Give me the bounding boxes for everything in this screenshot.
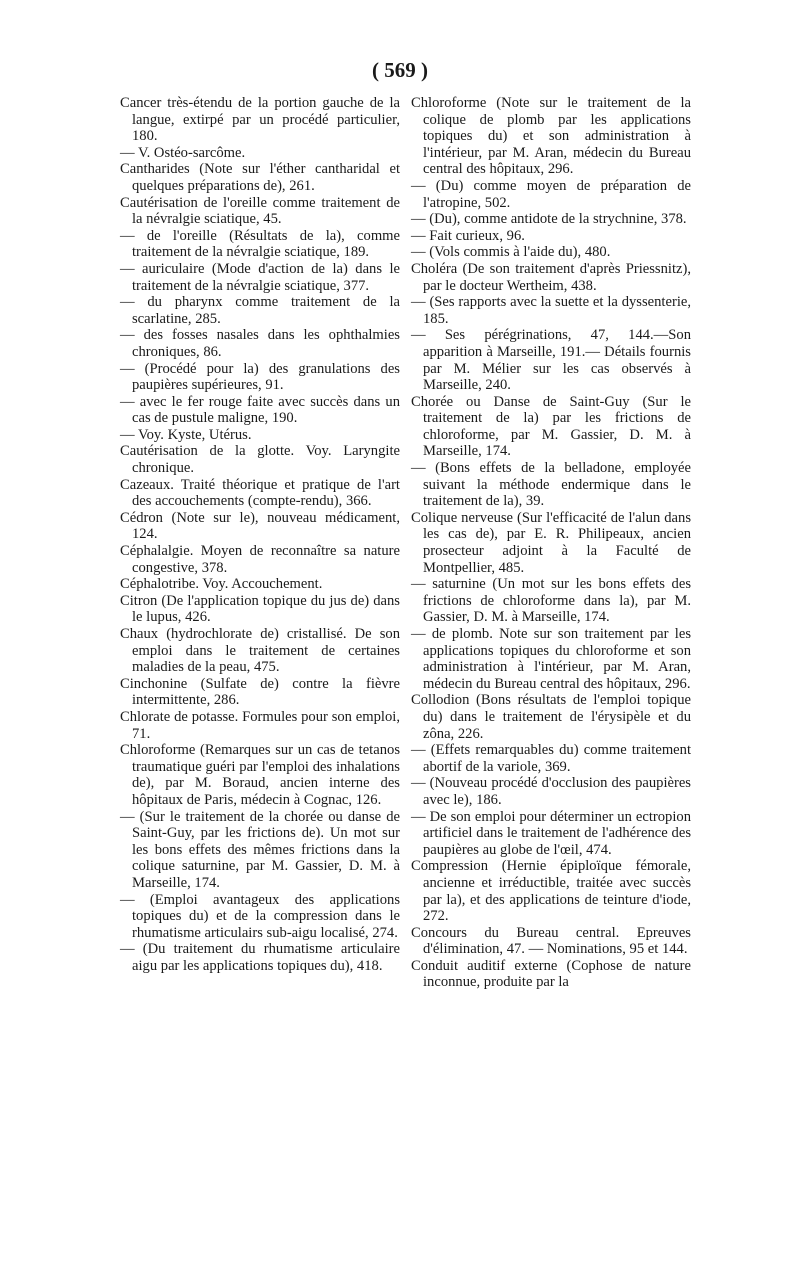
index-entry: — de l'oreille (Résultats de la), comme traitement de la névralgie sciatique, 189. [120, 227, 400, 261]
index-entry: Chaux (hydrochlorate de) cristallisé. De son emploi dans le traitement de certaines maladies de la peau, 475. [120, 626, 400, 676]
index-entry: Cancer très-étendu de la portion gauche de la langue, extirpé par un procédé particulier, 180. [120, 95, 400, 145]
index-entry: — saturnine (Un mot sur les bons effets des frictions de chloroforme dans la), par M. Gassier, D. M. à Marseille, 174. [411, 576, 691, 626]
index-entry: Collodion (Bons résultats de l'emploi topique du) dans le traitement de l'érysipèle et du zôna, 226. [411, 692, 691, 742]
index-entry: — (Sur le traitement de la chorée ou danse de Saint-Guy, par les frictions de). Un mot sur les bons effets des mêmes frictions dans la colique saturnine, par M. Gassier, D. M. à Marseille, 174. [120, 808, 400, 891]
index-entry: Chloroforme (Remarques sur un cas de tetanos traumatique guéri par l'emploi des inhalations de), par M. Boraud, ancien interne des hôpitaux de Paris, médecin à Cognac, 126. [120, 742, 400, 808]
index-entry: — (Bons effets de la belladone, employée suivant la méthode endermique dans le traitement de la), 39. [411, 460, 691, 510]
index-entry: Cinchonine (Sulfate de) contre la fièvre intermittente, 286. [120, 675, 400, 709]
index-entry: — Ses pérégrinations, 47, 144.—Son apparition à Marseille, 191.— Détails fournis par M. Mélier sur les cas observés à Marseille, 240. [411, 327, 691, 394]
page-number: ( 569 ) [372, 58, 428, 82]
index-entry: Chloroforme (Note sur le traitement de la colique de plomb par les applications topiques du) et son administration à l'intérieur, par M. Aran, médecin du Bureau central des hôpitaux, 296. [411, 95, 691, 178]
index-entry: Choléra (De son traitement d'après Priessnitz), par le docteur Wertheim, 438. [411, 260, 691, 294]
index-entry: Cantharides (Note sur l'éther cantharidal et quelques préparations de), 261. [120, 161, 400, 194]
index-entry: Céphalalgie. Moyen de reconnaître sa nature congestive, 378. [120, 543, 400, 576]
index-entry: Céphalotribe. Voy. Accouchement. [120, 576, 323, 593]
index-entry: — (Emploi avantageux des applications topiques du) et de la compression dans le rhumatisme articulairs sub-aigu localisé, 274. [120, 891, 400, 941]
index-entry: — de plomb. Note sur son traitement par les applications topiques du chloroforme et son administration à l'intérieur, par M. Aran, médecin du Bureau central des hôpitaux, 296. [411, 626, 691, 692]
index-entry: Citron (De l'application topique du jus de) dans le lupus, 426. [120, 592, 400, 626]
index-entry: — (Du) comme moyen de préparation de l'atropine, 502. [411, 177, 691, 211]
index-entry: — (Effets remarquables du) comme traitement abortif de la variole, 369. [411, 742, 691, 775]
index-entry: — (Nouveau procédé d'occlusion des paupières avec le), 186. [411, 775, 691, 808]
index-entry: — Voy. Kyste, Utérus. [120, 426, 252, 443]
index-entry: Cautérisation de l'oreille comme traitement de la névralgie sciatique, 45. [120, 194, 400, 228]
left-column [120, 95, 400, 974]
index-entry: — (Vols commis à l'aide du), 480. [411, 244, 611, 261]
index-entry: — auriculaire (Mode d'action de la) dans le traitement de la névralgie sciatique, 377. [120, 260, 400, 294]
index-entry: — (Procédé pour la) des granulations des paupières supérieures, 91. [120, 360, 400, 394]
index-entry: — du pharynx comme traitement de la scarlatine, 285. [120, 294, 400, 327]
index-entry: Cédron (Note sur le), nouveau médicament, 124. [120, 509, 400, 543]
index-entry: Chorée ou Danse de Saint-Guy (Sur le traitement de la) par les frictions de chloroforme, par M. Gassier, D. M. à Marseille, 174. [411, 393, 691, 460]
index-entry: Colique nerveuse (Sur l'efficacité de l'alun dans les cas de), par E. R. Philipeaux, ancien prosecteur adjoint à la Faculté de Montpellier, 485. [411, 509, 691, 576]
index-entry: Compression (Hernie épiploïque fémorale, ancienne et irréductible, traitée avec succès par la), et des applications de teinture d'iode, 272. [411, 858, 691, 925]
index-entry: Concours du Bureau central. Epreuves d'élimination, 47. — Nominations, 95 et 144. [411, 924, 691, 958]
index-entry: Conduit auditif externe (Cophose de nature inconnue, produite par la [411, 957, 691, 991]
index-entry: Cazeaux. Traité théorique et pratique de l'art des accouchements (compte-rendu), 366. [120, 476, 400, 510]
index-entry: Cautérisation de la glotte. Voy. Laryngite chronique. [120, 443, 400, 477]
index-entry: — Fait curieux, 96. [411, 227, 525, 244]
index-entry: — (Du), comme antidote de la strychnine, 378. [411, 211, 687, 228]
index-entry: — De son emploi pour déterminer un ectropion artificiel dans le traitement de l'adhérence des paupières au globe de l'œil, 474. [411, 808, 691, 858]
right-column [411, 95, 691, 991]
index-entry: — (Ses rapports avec la suette et la dyssenterie, 185. [411, 294, 691, 327]
index-entry: — V. Ostéo-sarcôme. [120, 144, 246, 161]
index-entry: Chlorate de potasse. Formules pour son emploi, 71. [120, 708, 400, 742]
index-entry: — des fosses nasales dans les ophthalmies chroniques, 86. [120, 327, 400, 360]
index-entry: — (Du traitement du rhumatisme articulaire aigu par les applications topiques du), 418. [120, 941, 400, 974]
index-entry: — avec le fer rouge faite avec succès dans un cas de pustule maligne, 190. [120, 393, 400, 427]
